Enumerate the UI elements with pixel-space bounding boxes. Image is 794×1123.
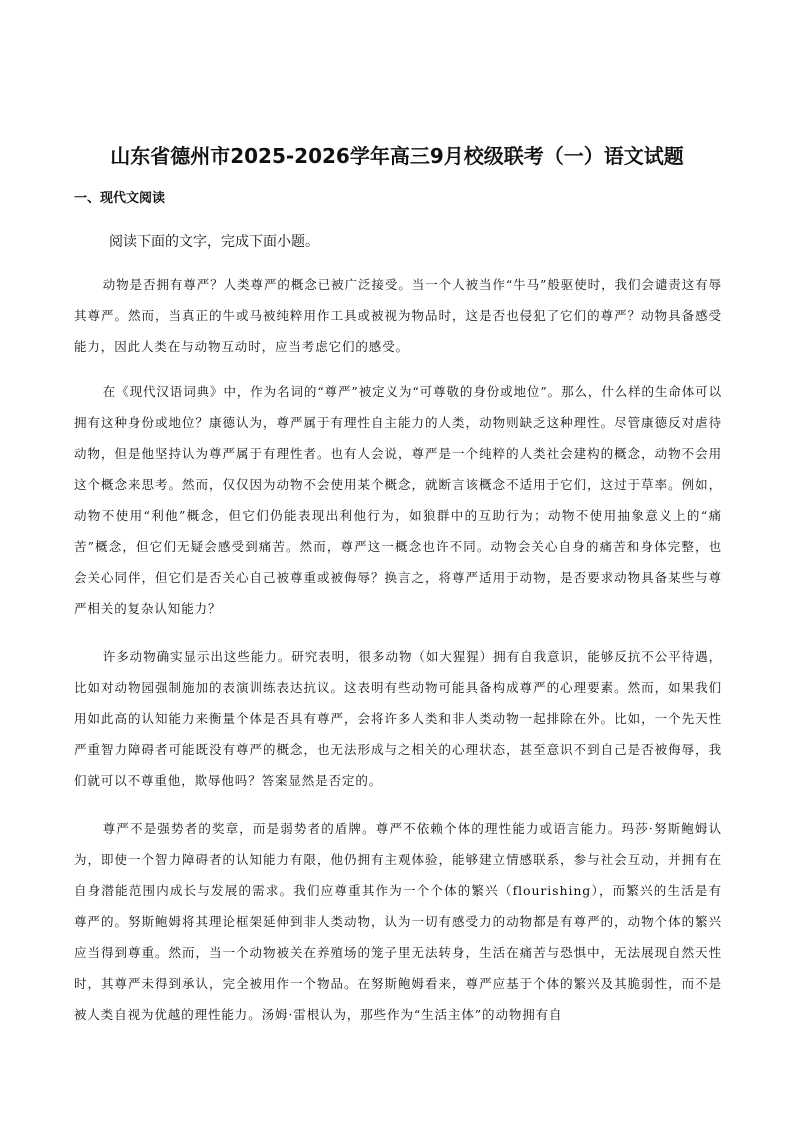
page-title: 山东省德州市2025-2026学年高三9月校级联考（一）语文试题 (110, 144, 684, 168)
paragraph-2: 在《现代汉语词典》中，作为名词的“尊严”被定义为“可尊敬的身份或地位”。那么，什么样的生命体可以拥有这种身份或地位？康德认为，尊严属于有理性自主能力的人类，动物则缺乏这种理性。尽管康德反对虐待动物，但是他坚持认为尊严属于有理性者。也有人会说，尊严是一个纯粹的人类社会建构的概念，动物不会用这个概念来思考。然而，仅仅因为动物不会使用某个概念，就断言该概念不适用于它们，这过于草率。例如，动物不使用“利他”概念，但它们仍能表现出利他行为，如狼群中的互助行为；动物不使用抽象意义上的“痛苦”概念，但它们无疑会感受到痛苦。然而，尊严这一概念也许不同。动物会关心自身的痛苦和身体完整，也会关心同伴，但它们是否关心自己被尊重或被侮辱？换言之，将尊严适用于动物，是否要求动物具备某些与尊严相关的复杂认知能力？ (74, 384, 722, 616)
paragraph-3: 许多动物确实显示出这些能力。研究表明，很多动物（如大猩猩）拥有自我意识，能够反抗不公平待遇，比如对动物园强制施加的表演训练表达抗议。这表明有些动物可能具备构成尊严的心理要素。然而，如果我们用如此高的认知能力来衡量个体是否具有尊严，会将许多人类和非人类动物一起排除在外。比如，一个先天性严重智力障碍者可能既没有尊严的概念，也无法形成与之相关的心理状态，甚至意识不到自己是否被侮辱，我们就可以不尊重他，欺辱他吗？答案显然是否定的。 (74, 649, 722, 788)
reading-instruction: 阅读下面的文字，完成下面小题。 (109, 234, 319, 250)
paragraph-4: 尊严不是强势者的奖章，而是弱势者的盾牌。尊严不依赖个体的理性能力或语言能力。玛莎·努斯鲍姆认为，即使一个智力障碍者的认知能力有限，他仍拥有主观体验，能够建立情感联系，参与社会互动，并拥有在自身潜能范围内成长与发展的需求。我们应尊重其作为一个个体的繁兴（flourishing），而繁兴的生活是有尊严的。努斯鲍姆将其理论框架延伸到非人类动物，认为一切有感受力的动物都是有尊严的，动物个体的繁兴应当得到尊重。然而，当一个动物被关在养殖场的笼子里无法转身，生活在痛苦与恐惧中，无法展现自然天性时，其尊严未得到承认，完全被用作一个物品。在努斯鲍姆看来，尊严应基于个体的繁兴及其脆弱性，而不是被人类自视为优越的理性能力。汤姆·雷根认为，那些作为“生活主体”的动物拥有自 (74, 821, 722, 1022)
section-heading: 一、现代文阅读 (74, 191, 166, 206)
paragraph-1: 动物是否拥有尊严？人类尊严的概念已被广泛接受。当一个人被当作“牛马”般驱使时，我们会谴责这有辱其尊严。然而，当真正的牛或马被纯粹用作工具或被视为物品时，这是否也侵犯了它们的尊严？动物具备感受能力，因此人类在与动物互动时，应当考虑它们的感受。 (74, 277, 722, 354)
